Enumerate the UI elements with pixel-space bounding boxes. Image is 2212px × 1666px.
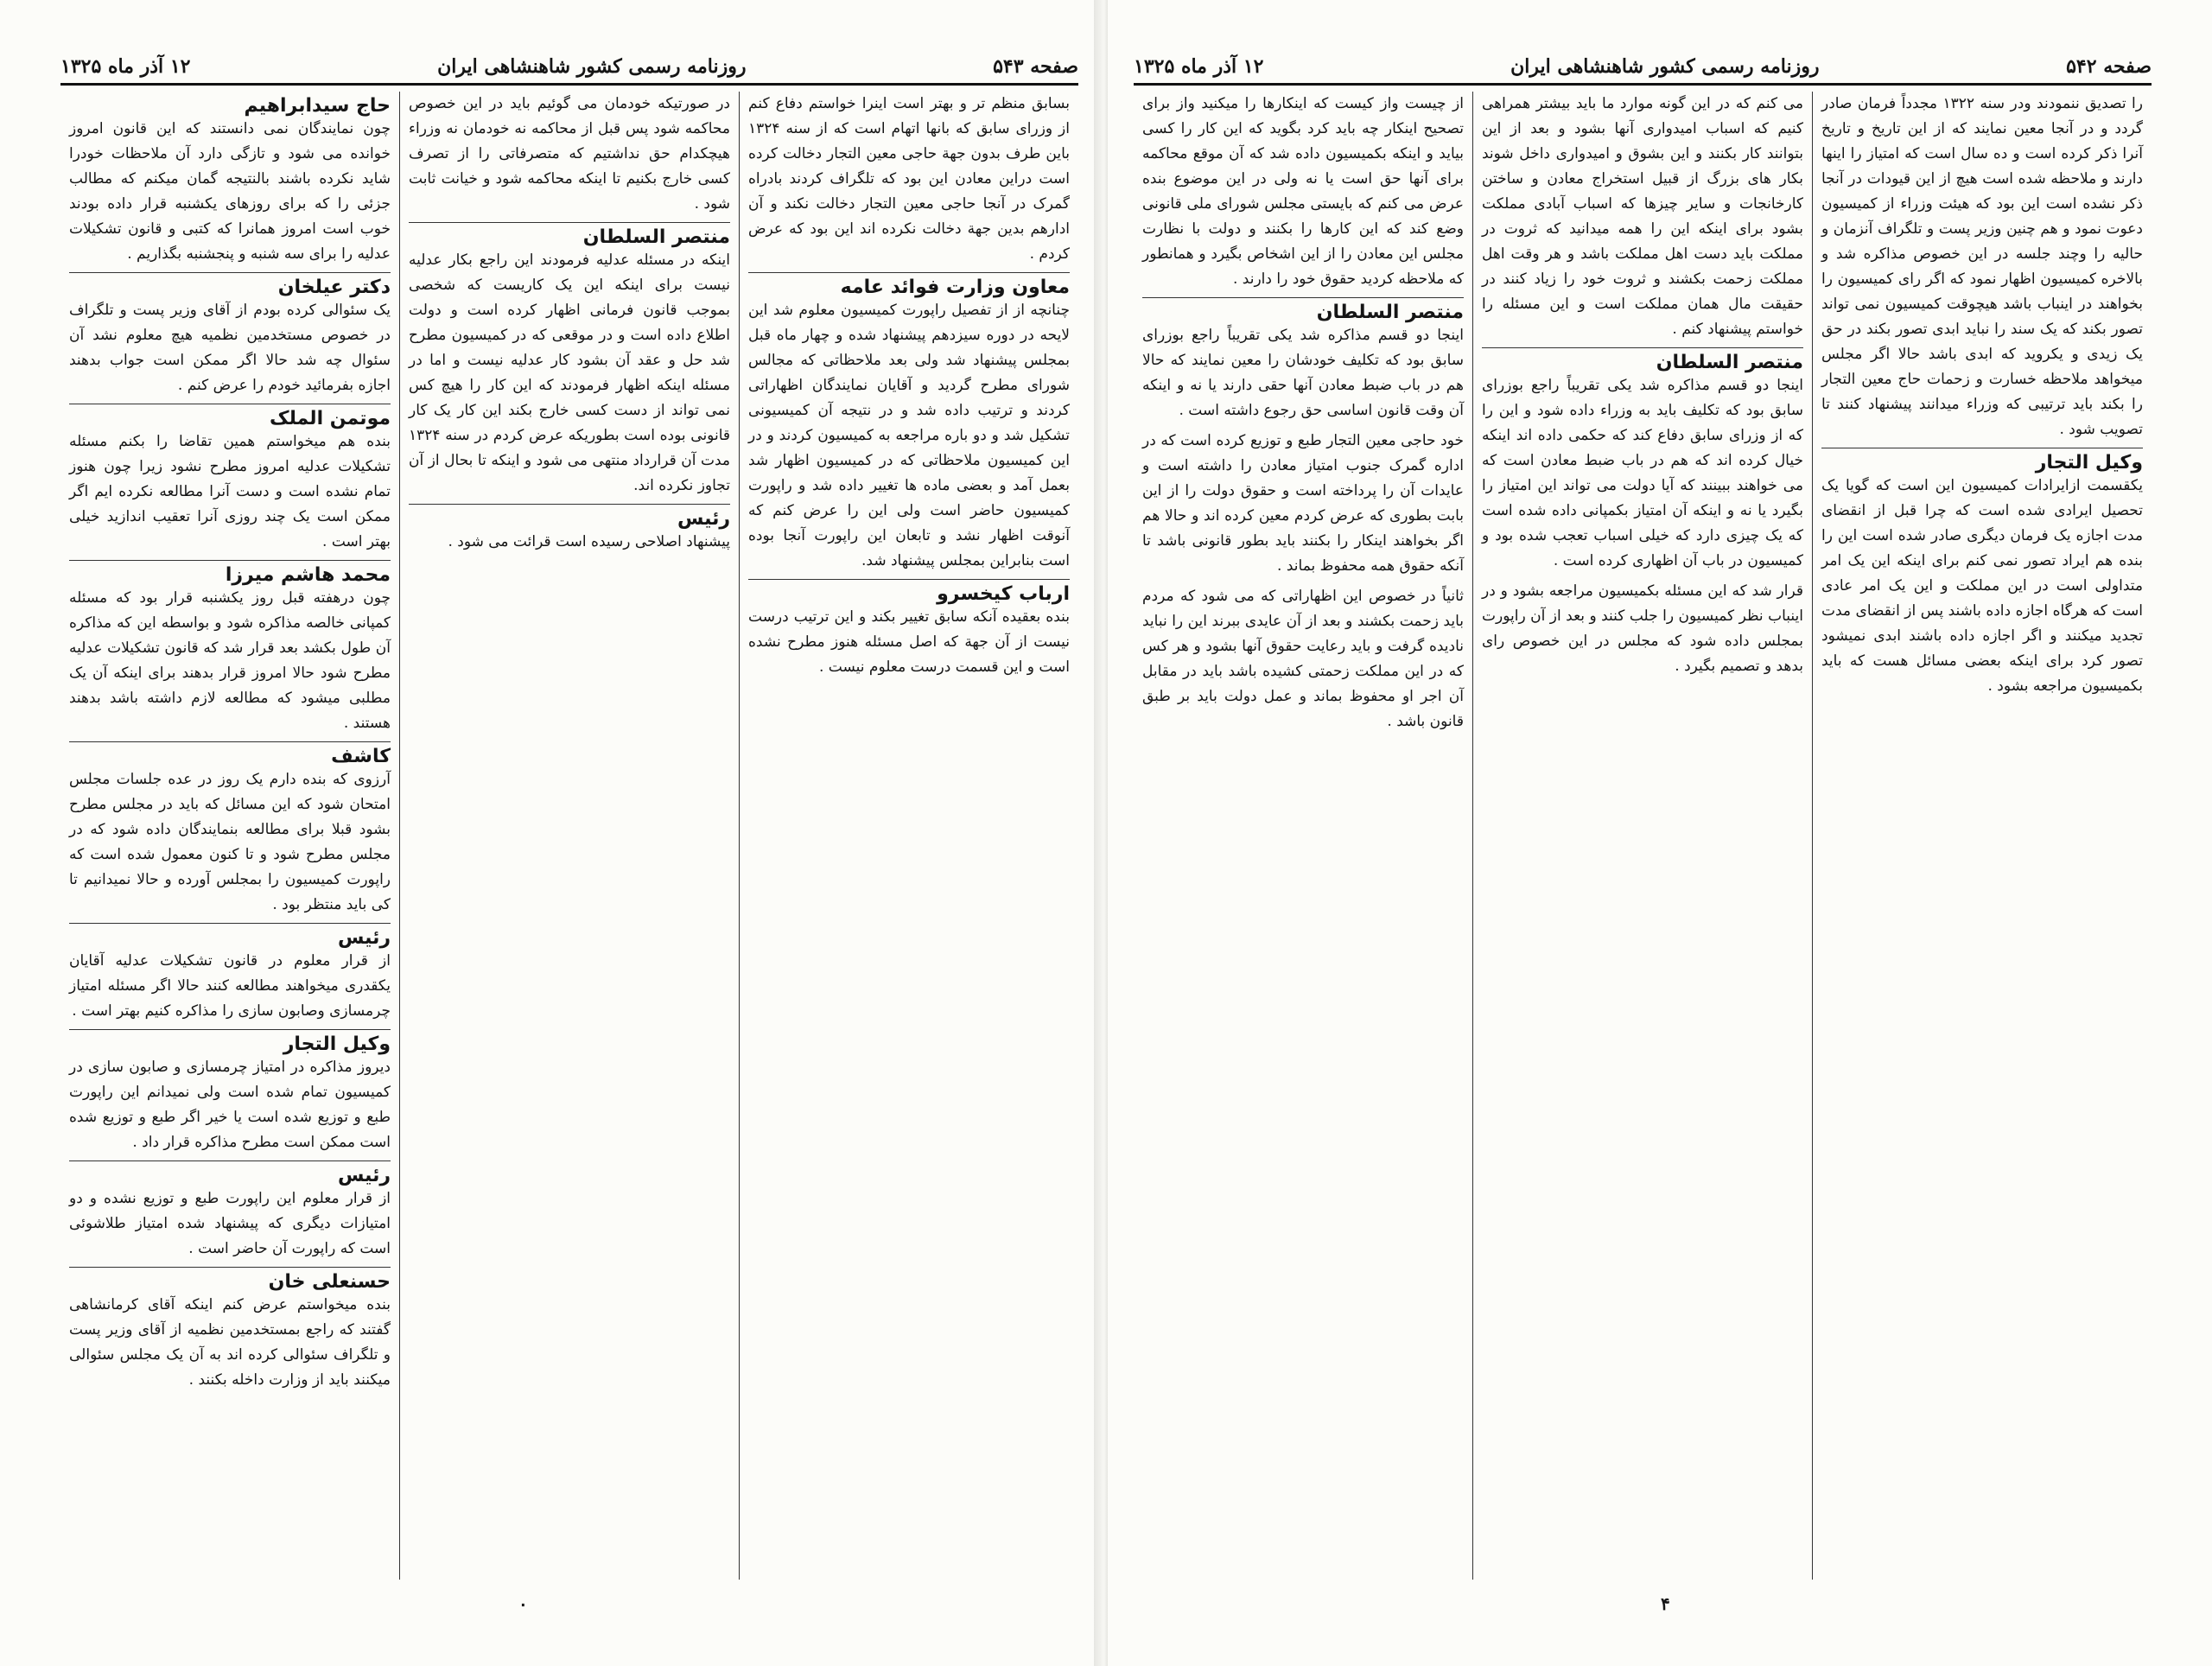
speaker-name: کاشف	[69, 741, 391, 767]
speech-entry	[748, 579, 1070, 680]
speech-entry	[1142, 297, 1464, 423]
speech-entry	[748, 272, 1070, 574]
speech-text: چون نمایندگان نمی دانستند که این قانون امروز خوانده می شود و تازگی دارد آن ملاحظات خودرا شاید نکرده باشند بالنتیجه گمان میکنم که مطالب جزئی را که برای روزهای یکشنبه قرار داده بودند خوب است امروز همانرا که کتبی و قانون تشکیلات عدلیه را برای سه شنبه و پنجشنبه بگذاریم .	[69, 120, 391, 263]
speaker-name: معاون وزارت فوائد عامه	[748, 272, 1070, 298]
speech-entry	[1821, 92, 2143, 442]
text-column	[399, 92, 739, 1580]
speech-entry	[1142, 584, 1464, 734]
speech-text: چنانچه از از تفصیل راپورت کمیسیون معلوم شد این لایحه در دوره سیزدهم پیشنهاد شده و چهار ماه قبل بمجلس پیشنهاد شد ولی بعد ملاحظاتی که مجالس شورای مطرح گردید و آقایان نمایندگان اظهاراتی کردند و ترتیب داده شد و در نتیجه آن کمیسیونی تشکیل شد و دو باره مراجعه به کمیسیون کردند و در این کمیسیون ملاحظاتی که در کمیسیون اظهار شد بعمل آمد و بعضی ماده ها تغییر داده شد و راپورت کمیسیون حاضر است ولی این را عرض کنم که آنوقت اظهار نشد و تابعان این راپورت آنجا بوده است بنابراین بمجلس پیشنهاد شد.	[748, 302, 1070, 569]
left-page-label: صفحه ۵۴۳	[993, 55, 1078, 78]
speaker-name: منتصر السلطان	[1482, 347, 1803, 373]
text-column	[1134, 92, 1472, 1580]
speech-text: را تصدیق ننمودند ودر سنه ۱۳۲۲ مجدداً فرمان صادر گردد و در آنجا معین نمایند که از این تاریخ و تاریخ آنرا ذکر کرده است و ده سال است که امتیاز را اینها دارند و ملاحظه شده است هیچ از این قیودات در آنجا ذکر نشده است این بود که هیئت وزراء از کمیسیون دعوت نمود و هم چنین وزیر پست و تلگراف آنزمان و حالیه را وچند جلسه در این خصوص مذاکره شد و بالاخره کمیسیون اظهار نمود که اگر رای کمیسیون را بخواهند در اینباب باشد هیچوقت کمیسیون نمی تواند تصور بکند که یک سند را نباید ابدی تصور بکند در حق یک زیدی و یکروید که ابدی باشد حالا اگر مجلس میخواهد ملاحظه خسارت و زحمات حاج معین التجار را بکند باید ترتیبی که وزراء میدانند پیشنهاد کنند تا تصویب شود .	[1821, 95, 2143, 438]
speech-entry	[1482, 579, 1803, 679]
speaker-name: موتمن الملک	[69, 404, 391, 429]
speech-text: پیشنهاد اصلاحی رسیده است قرائت می شود .	[448, 533, 730, 550]
left-columns	[60, 92, 1078, 1580]
speech-text: بسابق منظم تر و بهتر است اینرا خواستم دفاع کنم از وزرای سابق که بانها اتهام است که از سنه ۱۳۲۴ باین طرف بدون جهة حاجی معین التجار دخالت کرده است دراین معادن این بود که تلگراف کردند بادراه گمرک در آنجا حاجی معین التجار دخالت نکند و آن ادارهم بدین جهة دخالت نکرده اند این بود که عرض کردم .	[748, 95, 1070, 263]
speech-entry	[69, 92, 391, 267]
speech-text: چون درهفته قبل روز یکشنبه قرار بود که مسئله کمپانی خالصه مذاکره شود و بواسطه این که مذاکره آن طول بکشد بعد قرار شد که قانون تشکیلات عدلیه مطرح شود حالا امروز قرار بدهند برای اینکه آن یک مطلبی میشود که مطالعه لازم داشته باشد بدهند هستند .	[69, 589, 391, 732]
left-issue-date: ۱۲ آذر ماه ۱۳۲۵	[60, 55, 191, 78]
speech-text: بنده هم میخواستم همین تقاضا را بکنم مسئله تشکیلات عدلیه امروز مطرح نشود زیرا چون هنوز تمام نشده است و دست آنرا مطالعه نکرده ایم اگر ممکن است یک چند روزی آنرا تعقیب اندازید خیلی بهتر است .	[69, 433, 391, 550]
speaker-name: وکیل التجار	[1821, 448, 2143, 474]
speaker-name: رئیس	[409, 504, 730, 530]
right-columns	[1134, 92, 2152, 1580]
text-column	[1812, 92, 2152, 1580]
speech-entry	[69, 1160, 391, 1262]
left-page	[0, 0, 1104, 1666]
speech-text: در صورتیکه خودمان می گوئیم باید در این خصوص محاکمه شود پس قبل از محاکمه نه خودمان نه وزراء هیچکدام حق نداشتیم که متصرفاتی را از تصرف کسی خارج بکنیم تا اینکه محاکمه شود و خیانت ثابت شود .	[409, 95, 730, 213]
speaker-name: منتصر السلطان	[409, 222, 730, 248]
speech-text: قرار شد که این مسئله بکمیسیون مراجعه بشود و در اینباب نظر کمیسیون را جلب کنند و بعد از آن راپورت بمجلس داده شود که مجلس در این خصوص رای بدهد و تصمیم بگیرد .	[1482, 582, 1803, 675]
speech-text: دیروز مذاکره در امتیاز چرمسازی و صابون سازی در کمیسیون تمام شده است ولی نمیدانم این راپورت طبع و توزیع شده است یا خیر اگر طبع و توزیع شده است ممکن است مطرح مذاکره قرار داد .	[69, 1059, 391, 1151]
speech-entry	[69, 923, 391, 1024]
speech-text: آرزوی که بنده دارم یک روز در عده جلسات مجلس امتحان شود که این مسائل که باید در مجلس مطرح بشود قبلا برای مطالعه بنمایندگان داده شود که در مجلس مطرح شود و تا کنون معمول شده است که راپورت کمیسیون را بمجلس آورده و حالا نمیدانیم تا کی باید منتظر بود .	[69, 771, 391, 913]
right-page-number: ۴	[1661, 1593, 1670, 1614]
speech-entry	[409, 222, 730, 499]
speaker-name: حسنعلی خان	[69, 1267, 391, 1293]
speech-entry	[409, 504, 730, 555]
right-newspaper-title: روزنامه رسمی کشور شاهنشاهی ایران	[1510, 55, 1820, 78]
speech-text: خود حاجی معین التجار طبع و توزیع کرده است که در اداره گمرک جنوب امتیاز معادن را داشته است و عایدات آن را پرداخته است و حقوق دولت را از این بابت بطوری که عرض کردم معین کرده اند و حالا هم اگر بخواهند اینکار را بکنند باید بطور قانونی باشد تا آنکه حقوق همه محفوظ بماند .	[1142, 432, 1464, 575]
speech-text: ثانیاً در خصوص این اظهاراتی که می شود که مردم باید زحمت بکشند و بعد از آن عایدی ببرند این را نباید نادیده گرفت و باید رعایت حقوق آنها بشود و هر کس که در این مملکت زحمتی کشیده باشد باید در مقابل آن اجر او محفوظ بماند و عمل دولت باید بر طبق قانون باشد .	[1142, 588, 1464, 730]
speech-entry	[1482, 92, 1803, 342]
left-page-number: ۰	[518, 1593, 528, 1614]
text-column	[739, 92, 1078, 1580]
speaker-name: رئیس	[69, 923, 391, 949]
speech-entry	[748, 92, 1070, 267]
speech-entry	[69, 404, 391, 555]
speech-text: بنده میخواستم عرض کنم اینکه آقای کرمانشاهی گفتند که راجع بمستخدمین نظمیه از آقای وزیر پست و تلگراف سئوالی کرده اند به آن یک مجلس سئوالی میکنند باید از وزارت داخله بکنند .	[69, 1296, 391, 1389]
speech-text: یکقسمت ازایرادات کمیسیون این است که گویا یک تحصیل ایرادی شده است که چرا قبل از انقضای مدت اجازه یک فرمان دیگری صادر شده است این را بنده هم ایراد تصور نمی کنم برای اینکه این یک امر متداولی است در این مملکت و این یک امر عادی است که هرگاه اجازه داده باشند پس از انقضای مدت تجدید میکنند و اگر اجازه داده باشند ابدی نمیشود تصور کرد برای اینکه بعضی مسائل هست که باید بکمیسیون مراجعه بشود .	[1821, 477, 2143, 695]
text-column	[1472, 92, 1812, 1580]
speaker-name: محمد هاشم میرزا	[69, 560, 391, 586]
speaker-name: منتصر السلطان	[1142, 297, 1464, 323]
right-issue-date: ۱۲ آذر ماه ۱۳۲۵	[1134, 55, 1264, 78]
right-masthead	[1134, 35, 2152, 86]
speech-entry	[69, 741, 391, 918]
speech-text: یک سئوالی کرده بودم از آقای وزیر پست و تلگراف در خصوص مستخدمین نظمیه هیچ معلوم نشد آن سئوال چه شد حالا اگر ممکن است جواب بدهند اجازه بفرمائید خودم را عرض کنم .	[69, 302, 391, 394]
speech-text: اینجا دو قسم مذاکره شد یکی تقریباً راجع بوزرای سابق بود که تکلیف خودشان را معین نمایند که حالا هم در باب ضبط معادن آنها حقی دارند یا نه و اینکه آن وقت قانون اساسی حق رجوع داشته است .	[1142, 327, 1464, 419]
speaker-name: وکیل التجار	[69, 1029, 391, 1055]
speech-entry	[69, 560, 391, 736]
right-page-label: صفحه ۵۴۲	[2066, 55, 2152, 78]
speech-entry	[1142, 92, 1464, 292]
speech-entry	[1142, 429, 1464, 579]
speech-entry	[1482, 347, 1803, 574]
speaker-name: حاج سیدابراهیم	[244, 95, 391, 117]
speech-entry	[409, 92, 730, 217]
right-page	[1108, 0, 2212, 1666]
speaker-name: ارباب کیخسرو	[748, 579, 1070, 605]
speaker-name: رئیس	[69, 1160, 391, 1186]
left-masthead	[60, 35, 1078, 86]
speech-text: بنده بعقیده آنکه سابق تغییر بکند و این ترتیب درست نیست از آن جهة که اصل مسئله هنوز مطرح نشده است و این قسمت درست معلوم نیست .	[748, 608, 1070, 676]
speech-text: از قرار معلوم در قانون تشکیلات عدلیه آقایان یکقدری میخواهند مطالعه کنند حالا اگر مسئله امتیاز چرمسازی وصابون سازی را مذاکره کنیم بهتر است .	[69, 952, 391, 1020]
speech-entry	[69, 272, 391, 398]
speech-entry	[69, 1267, 391, 1393]
speech-text: اینکه در مسئله عدلیه فرمودند این راجع بکار عدلیه نیست برای اینکه این یک کاریست که شخصی بموجب قانون فرمانی اظهار کرده است و دولت اطلاع داده است و در موقعی که در کمیسیون مطرح شد حل و عقد آن بشود کار عدلیه نیست و اما در مسئله اینکه اظهار فرمودند که این کار را هیچ کس نمی تواند از دست کسی خارج بکند این کار یک کار قانونی بوده است بطوریکه عرض کردم در سنه ۱۳۲۴ مدت آن قرارداد منتهی می شود و اینکه تا بحال از آن تجاوز نکرده اند.	[409, 251, 730, 494]
speech-text: از چیست واز کیست که اینکارها را میکنید واز برای تصحیح اینکار چه باید کرد بگوید که این کار را کسی بیاید و اینکه بکمیسیون داده شد که آن موقع محاکمه برای آنها حق است یا نه ولی در این موضوع بنده عرض می کنم که بایستی مجلس شورای ملی قانونی وضع کند که این کارها را بکنند و دولت با نظارت مجلس این معادن را از این اشخاص بگیرد و همانطور که ملاحظه کردید حقوق خود را دارند .	[1142, 95, 1464, 288]
speech-text: از قرار معلوم این راپورت طبع و توزیع نشده و دو امتیازات دیگری که پیشنهاد شده امتیاز طلاشوئی است که راپورت آن حاضر است .	[69, 1190, 391, 1257]
text-column	[60, 92, 399, 1580]
left-newspaper-title: روزنامه رسمی کشور شاهنشاهی ایران	[437, 55, 747, 78]
speech-entry	[69, 1029, 391, 1155]
speech-text: می کنم که در این گونه موارد ما باید بیشتر همراهی کنیم که اسباب امیدواری آنها بشود و بعد از این بتوانند کار بکنند و این بشوق و امیدواری داخل شوند بکار های بزرگ از قبیل استخراج معادن و ساختن کارخانجات و سایر چیزها که اسباب آبادی مملکت بشود برای اینکه این را همه میدانید که ثروت در مملکت باید دست اهل مملکت باشد و هر وقت اهل مملکت زحمت بکشند و ثروت خود را زیاد کنند در حقیقت مال همان مملکت است و این مسئله را خواستم پیشنهاد کنم .	[1482, 95, 1803, 338]
speaker-name: دکتر عیلخان	[69, 272, 391, 298]
speech-entry	[1821, 448, 2143, 699]
speech-text: اینجا دو قسم مذاکره شد یکی تقریباً راجع بوزرای سابق بود که تکلیف باید به وزراء داده شود و این را که از وزرای سابق دفاع کند که حکمی داده اند اینکه خیال کرده اند که هم در باب ضبط معادن است که می خواهند ببینند که آیا دولت می تواند این امتیاز را بگیرد یا نه و اینکه آن امتیاز بکمپانی داده شده است که یک چیزی دارد که خیلی اسباب تعجب شده بود و کمیسیون در باب آن اظهاری کرده است .	[1482, 377, 1803, 569]
